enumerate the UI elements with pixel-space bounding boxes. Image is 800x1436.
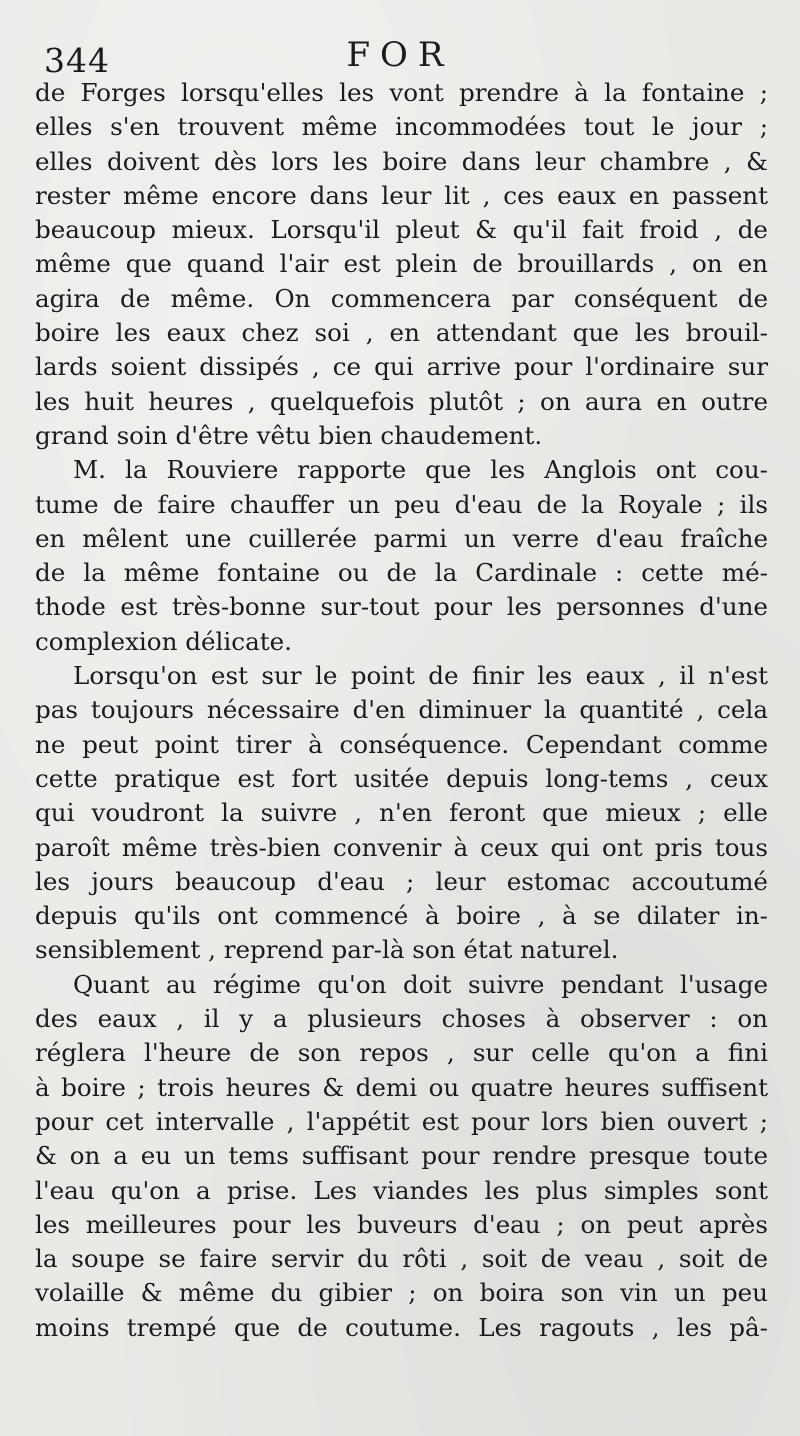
text-line: cette pratique est fort usitée depuis long-tems , ceux bbox=[35, 763, 768, 793]
text-line: moins trempé que de coutume. Les ragouts , les pâ- bbox=[35, 1312, 768, 1342]
text-line: en mêlent une cuillerée parmi un verre d'eau fraîche bbox=[35, 523, 768, 553]
paragraph-1 bbox=[35, 76, 768, 453]
text-line: elles s'en trouvent même incommodées tout le jour ; bbox=[35, 112, 768, 142]
text-line: les huit heures , quelquefois plutôt ; on aura en outre bbox=[35, 386, 768, 416]
text-line: M. la Rouviere rapporte que les Anglois ont cou- bbox=[73, 455, 768, 485]
text-line: rester même encore dans leur lit , ces eaux en passent bbox=[35, 180, 768, 210]
text-line: de Forges lorsqu'elles les vont prendre à la fontaine ; bbox=[35, 78, 768, 107]
text-line: à boire ; trois heures & demi ou quatre heures suffisent bbox=[35, 1072, 768, 1102]
text-line: sensiblement , reprend par-là son état naturel. bbox=[35, 935, 619, 965]
text-line: tume de faire chauffer un peu d'eau de la Royale ; ils bbox=[35, 489, 768, 519]
text-line: Quant au régime qu'on doit suivre pendant l'usage bbox=[73, 969, 768, 999]
text-line: les jours beaucoup d'eau ; leur estomac accoutumé bbox=[35, 866, 768, 896]
text-line: grand soin d'être vêtu bien chaudement. bbox=[35, 420, 543, 450]
text-line: les meilleures pour les buveurs d'eau ; on peut après bbox=[35, 1209, 768, 1239]
running-title: FOR bbox=[346, 35, 454, 75]
text-line: réglera l'heure de son repos , sur celle qu'on a fini bbox=[35, 1038, 768, 1068]
text-line: complexion délicate. bbox=[35, 626, 292, 656]
text-line: des eaux , il y a plusieurs choses à observer : on bbox=[35, 1004, 768, 1034]
text-line: qui voudront la suivre , n'en feront que mieux ; elle bbox=[35, 798, 768, 828]
text-line: thode est très-bonne sur-tout pour les personnes d'une bbox=[35, 592, 768, 622]
text-line: même que quand l'air est plein de brouillards , on en bbox=[35, 249, 768, 279]
body-text bbox=[35, 76, 768, 1345]
text-line: beaucoup mieux. Lorsqu'il pleut & qu'il fait froid , de bbox=[35, 215, 768, 245]
text-line: agira de même. On commencera par conséquent de bbox=[35, 283, 768, 313]
text-line: pas toujours nécessaire d'en diminuer la quantité , cela bbox=[35, 695, 768, 725]
text-line: volaille & même du gibier ; on boira son vin un peu bbox=[35, 1278, 768, 1308]
text-line: paroît même très-bien convenir à ceux qui ont pris tous bbox=[35, 832, 768, 862]
text-line: de la même fontaine ou de la Cardinale : cette mé- bbox=[35, 558, 768, 588]
text-line: pour cet intervalle , l'appétit est pour lors bien ouvert ; bbox=[35, 1106, 768, 1136]
text-line: lards soient dissipés , ce qui arrive pour l'ordinaire sur bbox=[35, 352, 768, 382]
text-line: la soupe se faire servir du rôti , soit de veau , soit de bbox=[35, 1244, 768, 1274]
page-number: 344 bbox=[44, 41, 110, 80]
text-line: elles doivent dès lors les boire dans leur chambre , & bbox=[35, 146, 768, 176]
paragraph-2 bbox=[35, 453, 768, 659]
page-header bbox=[36, 30, 764, 80]
text-line: ne peut point tirer à conséquence. Cependant comme bbox=[35, 729, 768, 759]
text-line: & on a eu un tems suffisant pour rendre presque toute bbox=[35, 1141, 768, 1171]
text-line: boire les eaux chez soi , en attendant que les brouil- bbox=[35, 318, 768, 348]
text-line: l'eau qu'on a prise. Les viandes les plus simples sont bbox=[35, 1175, 768, 1205]
text-line: depuis qu'ils ont commencé à boire , à se dilater in- bbox=[35, 901, 768, 931]
paragraph-3 bbox=[35, 659, 768, 968]
paragraph-4 bbox=[35, 968, 768, 1345]
text-line: Lorsqu'on est sur le point de finir les eaux , il n'est bbox=[73, 661, 768, 691]
